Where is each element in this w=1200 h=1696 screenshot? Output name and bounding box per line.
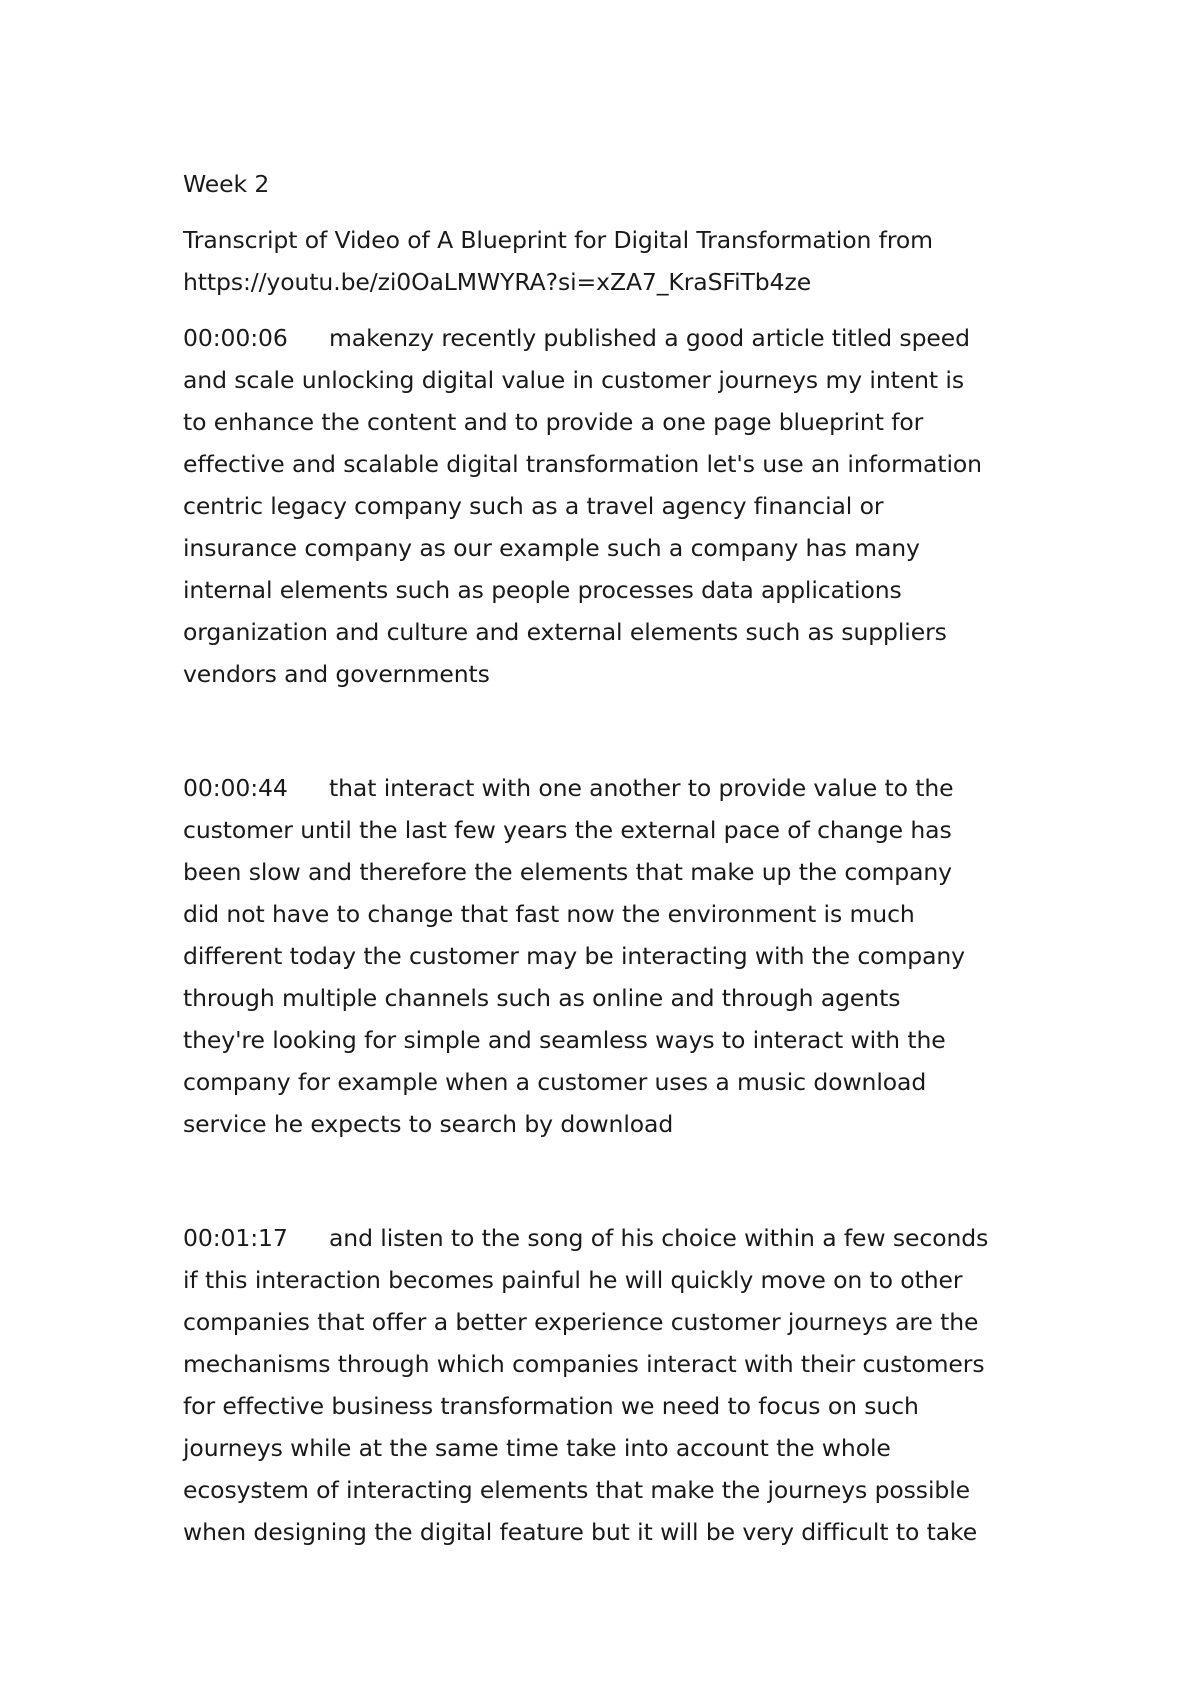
transcript-line: did not have to change that fast now the environment is much <box>183 900 915 928</box>
transcript-line: customer until the last few years the external pace of change has <box>183 816 952 844</box>
transcript-line: effective and scalable digital transformation let's use an information <box>183 450 982 478</box>
transcript-line: internal elements such as people processes data applications <box>183 576 902 604</box>
transcript-section <box>183 317 1043 695</box>
transcript-line: different today the customer may be interacting with the company <box>183 942 965 970</box>
transcript-line: centric legacy company such as a travel agency financial or <box>183 492 884 520</box>
transcript-text: makenzy recently published a good article titled speed <box>329 324 970 352</box>
transcript-line: and scale unlocking digital value in customer journeys my intent is <box>183 366 964 394</box>
transcript-line: when designing the digital feature but it will be very difficult to take <box>183 1518 978 1546</box>
transcript-line: journeys while at the same time take into account the whole <box>183 1434 891 1462</box>
transcript-line: been slow and therefore the elements that make up the company <box>183 858 952 886</box>
transcript-line: insurance company as our example such a company has many <box>183 534 920 562</box>
transcript-line: for effective business transformation we need to focus on such <box>183 1392 919 1420</box>
transcript-line: service he expects to search by download <box>183 1110 674 1138</box>
transcript-line: mechanisms through which companies interact with their customers <box>183 1350 985 1378</box>
transcript-text: and listen to the song of his choice within a few seconds <box>329 1224 989 1252</box>
timestamp: 00:00:06 <box>183 324 288 352</box>
transcript-line: through multiple channels such as online and through agents <box>183 984 901 1012</box>
transcript-title: Transcript of Video of A Blueprint for Digital Transformation from <box>183 226 933 254</box>
transcript-line: ecosystem of interacting elements that make the journeys possible <box>183 1476 970 1504</box>
video-url: https://youtu.be/zi0OaLMWYRA?si=xZA7_KraSFiTb4ze <box>183 268 812 296</box>
document-content <box>183 163 1043 1553</box>
timestamp: 00:00:44 <box>183 774 288 802</box>
transcript-text: that interact with one another to provide value to the <box>329 774 954 802</box>
transcript-line <box>183 1217 1043 1259</box>
transcript-line: to enhance the content and to provide a one page blueprint for <box>183 408 924 436</box>
transcript-line: company for example when a customer uses a music download <box>183 1068 927 1096</box>
transcript-line <box>183 767 1043 809</box>
transcript-line: if this interaction becomes painful he will quickly move on to other <box>183 1266 963 1294</box>
transcript-line <box>183 317 1043 359</box>
transcript-line: companies that offer a better experience customer journeys are the <box>183 1308 979 1336</box>
transcript-line: they're looking for simple and seamless ways to interact with the <box>183 1026 946 1054</box>
transcript-line: organization and culture and external elements such as suppliers <box>183 618 947 646</box>
transcript-section <box>183 767 1043 1145</box>
transcript-line: vendors and governments <box>183 660 490 688</box>
week-heading: Week 2 <box>183 170 270 198</box>
timestamp: 00:01:17 <box>183 1224 288 1252</box>
transcript-section <box>183 1217 1043 1553</box>
